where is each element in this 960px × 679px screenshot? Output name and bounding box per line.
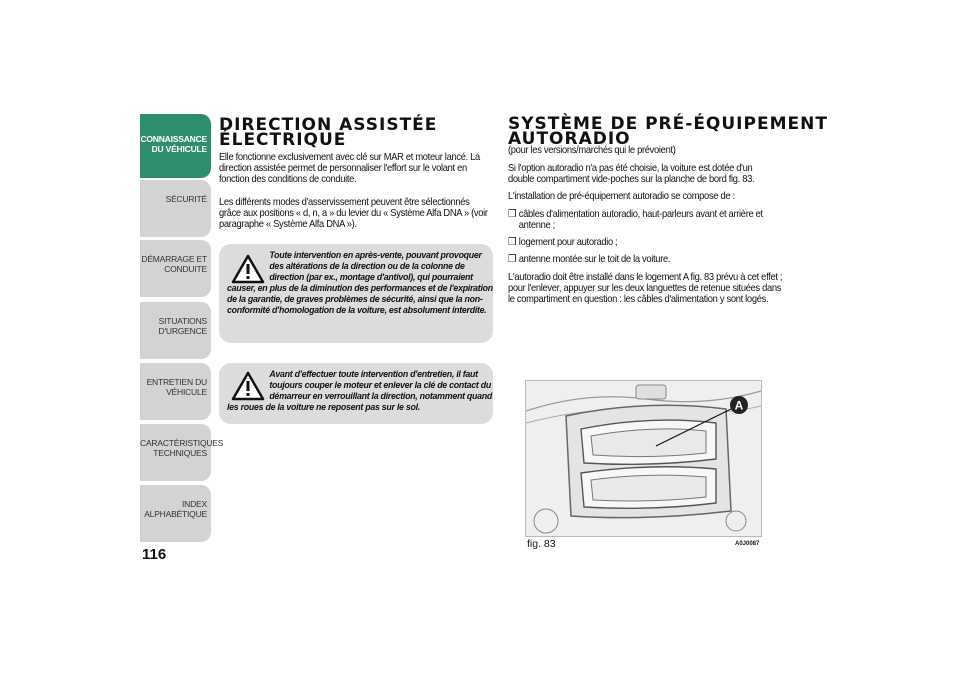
tab-connaissance-vehicule[interactable] [140,114,211,178]
tab-label: INDEX ALPHABÉTIQUE [144,499,207,519]
warning-text-1: Toute intervention en après-vente, pouvant provoquer des altérations de la direction ou de la colonne de direction (par ex., montage d'antivol), qui pourraient causer, en plus de la diminution des performances et de l'expiration de la garantie, de graves problèmes de sécurité, ainsi que la non-conformité d'homologation de la voiture, est absolument interdite. [227,250,493,316]
figure-83-image [525,380,762,537]
tab-situations-urgence[interactable] [140,302,211,359]
list-item: ❒ logement pour autoradio ; [508,237,618,248]
tab-label: SITUATIONS D'URGENCE [158,316,207,336]
warning-text-2: Avant d'effectuer toute intervention d'entretien, il faut toujours couper le moteur et enlever la clé de contact du démarreur en verrouillant la direction, notamment quand les roues de la voiture ne reposent pas sur le sol. [227,369,493,413]
paragraph-autoradio-2: L'installation de pré-équipement autoradio se compose de : [508,191,735,202]
list-item: ❒ antenne montée sur le toit de la voiture. [508,254,671,265]
tab-entretien-vehicule[interactable] [140,363,211,420]
tab-label: ENTRETIEN DU VÉHICULE [146,377,207,397]
tab-label: CONNAISSANCE DU VÉHICULE [140,134,207,154]
heading-direction-assistee [219,115,438,150]
heading-line-2: ÉLECTRIQUE [219,130,347,150]
bullet-box-icon: ❒ [508,209,517,220]
page-number: 116 [142,546,167,563]
figure-code: A0J0087 [735,541,760,547]
tab-label: DÉMARRAGE ET CONDUITE [141,254,207,274]
bullet-box-icon: ❒ [508,237,517,248]
tab-caracteristiques-techniques[interactable] [140,424,224,481]
heading-line-1: SYSTÈME DE PRÉ-ÉQUIPEMENT [508,114,828,134]
figure-caption: fig. 83 [527,538,556,550]
paragraph-direction-1: Elle fonctionne exclusivement avec clé sur MAR et moteur lancé. La direction assistée permet de personnaliser l'effort sur le volant en fonction des conditions de conduite. [219,152,480,185]
heading-pre-equipement-autoradio [508,114,828,149]
bullet-box-icon: ❒ [508,254,517,265]
heading-line-1: DIRECTION ASSISTÉE [219,115,438,135]
paragraph-autoradio-3: L'autoradio doit être installé dans le logement A fig. 83 prévu à cet effet ; pour l'enlever, appuyer sur les deux languettes de retenue situées dans le compartiment en question : les câbles d'alimentation y sont logés. [508,272,783,305]
tab-demarrage-conduite[interactable] [140,240,211,297]
paragraph-autoradio-1: Si l'option autoradio n'a pas été choisie, la voiture est dotée d'un double compartiment vide-poches sur la planche de bord fig. 83. [508,163,755,185]
tab-label: CARACTÉRISTIQUES TECHNIQUES [140,438,224,458]
warning-box-2 [219,363,493,424]
tab-index-alphabetique[interactable] [140,485,211,542]
tab-securite[interactable] [140,180,211,237]
subtitle-versions: (pour les versions/marchés qui le prévoient) [508,145,676,156]
dashboard-compartment-illustration [526,381,761,536]
warning-box-1 [219,244,493,343]
callout-label-a: A [734,398,744,413]
list-item: ❒ câbles d'alimentation autoradio, haut-parleurs avant et arrière et antenne ; [508,209,763,231]
tab-label: SÉCURITÉ [165,194,207,204]
heading-line-2: AUTORADIO [508,129,631,149]
paragraph-direction-2: Les différents modes d'asservissement peuvent être sélectionnés grâce aux positions « d, n, a » du levier du « Système Alfa DNA » (voir paragraphe « Système Alfa DNA »). [219,197,488,230]
